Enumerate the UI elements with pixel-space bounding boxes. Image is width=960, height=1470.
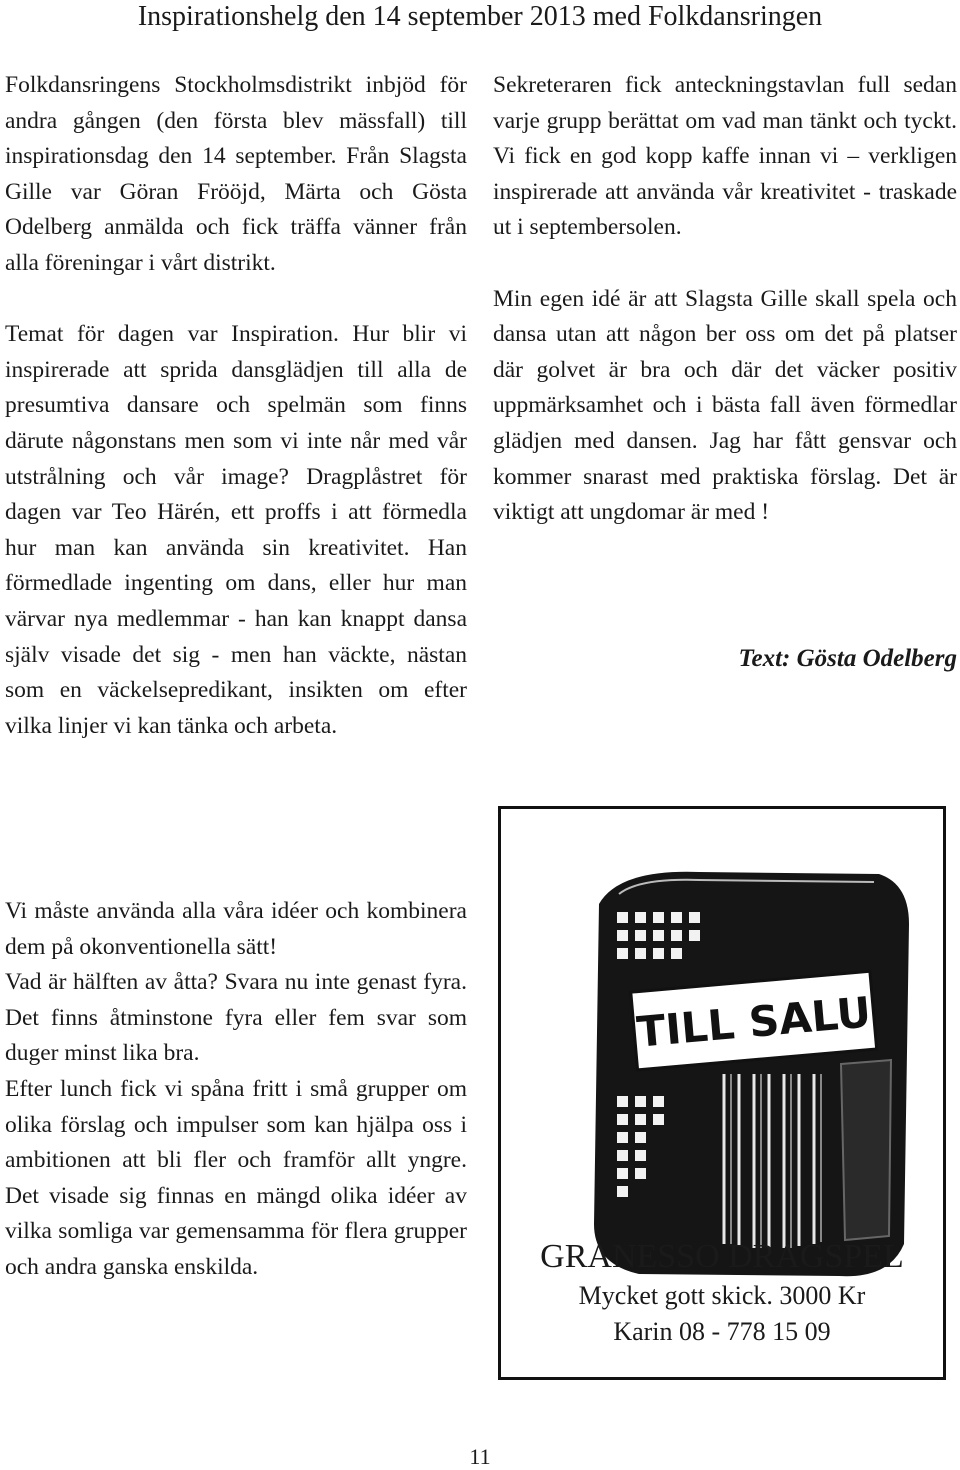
paragraph-question: Vad är hälften av åtta? Svara nu inte genast fyra. Det finns åtminstone fyra eller fem svar som duger minst lika bra. xyxy=(5,969,467,1067)
accordion-icon xyxy=(579,864,919,1284)
paragraph-secretary: Sekreteraren fick anteckningstavlan full sedan varje grupp berättat om vad man tänkt och tyckt. Vi fick en god kopp kaffe innan vi – verkligen inspirerade att använda vår kreativitet - traskade ut i septembersolen. xyxy=(493,72,957,241)
page-title: Inspirationshelg den 14 september 2013 med Folkdansringen xyxy=(137,1,823,32)
ad-title: GRANESSO DRAGSPEL xyxy=(540,1238,904,1275)
ad-contact: Karin 08 - 778 15 09 xyxy=(613,1317,831,1346)
article-right-column xyxy=(493,68,957,531)
paragraph-ideas: Vi måste använda alla våra idéer och kombinera dem på okonventionella sätt! xyxy=(5,898,467,960)
author-signature: Text: Gösta Odelberg xyxy=(738,645,957,672)
paragraph-intro: Folkdansringens Stockholmsdistrikt inbjöd för andra gången (den första blev mässfall) till inspirationsdag den 14 september. Från Slagsta Gille var Göran Frööjd, Märta och Gösta Odelberg anmälda och fick träffa vänner från alla föreningar i vårt distrikt. xyxy=(5,72,467,276)
till-salu-sign: TILL SALU xyxy=(634,987,873,1057)
article-left-column-lower xyxy=(5,894,467,1286)
for-sale-advertisement xyxy=(498,806,946,1380)
paragraph-theme: Temat för dagen var Inspiration. Hur blir vi inspirerade att sprida dansglädjen till alla de presumtiva dansare och spelmän som finns därute någonstans men som vi inte når med vår utstrålning och vår image? Dragplåstret för dagen var Teo Härén, ett proffs i att förmedla hur man kan använda sin kreativitet. Han förmedlade ingenting om dans, eller hur man värvar nya medlemmar - han kan knappt dansa själv visade det sig - men han väckte, nästan som en väckelsepredikant, insikten om efter vilka linjer vi kan tänka och arbeta. xyxy=(5,321,467,739)
paragraph-groups: Efter lunch fick vi spåna fritt i små grupper om olika förslag och impulser som kan hjälpa oss i ambitionen att bli fler och framför allt yngre. Det visade sig finnas en mängd olika idéer av vilka somliga var gemensamma för flera grupper och andra ganska enskilda. xyxy=(5,1075,467,1280)
page-number: 11 xyxy=(469,1444,491,1469)
paragraph-own-idea: Min egen idé är att Slagsta Gille skall spela och dansa utan att någon ber oss om det på platser där golvet är bra och där det väcker positiv uppmärksamhet och i bästa fall även förmedlar glädjen med dansen. Jag har fått gensvar och kommer snarast med praktiska förslag. Det är viktigt att ungdomar är med ! xyxy=(493,285,957,526)
ad-condition-price: Mycket gott skick. 3000 Kr xyxy=(578,1281,866,1310)
article-left-column xyxy=(5,68,467,744)
